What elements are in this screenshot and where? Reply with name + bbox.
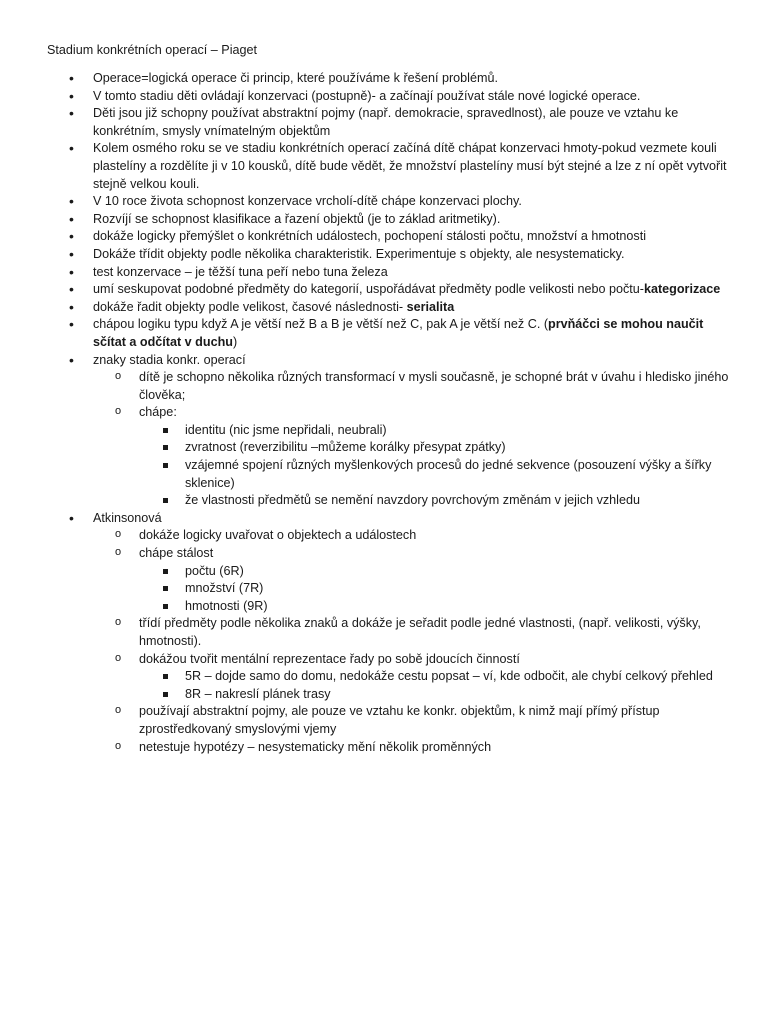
bold-term: prvňáčci se mohou naučit sčítat a odčítat v duchu — [93, 317, 704, 349]
list-item: • umí seskupovat podobné předměty do kategorií, uspořádávat předměty podle velikosti nebo počtu-kategorizace — [93, 281, 733, 299]
list-item-section: • Atkinsonová o dokáže logicky uvařovat o objektech a událostech o chápe stálost počtu (6R) množství (7R) hmotnosti (9R) o třídí předměty podle několika znaků a dokáže je seřadit podle jedné vlastnosti, (např. velikosti, výšky, hmotnosti). o dokážou tvořit mentální reprezentace řady po sobě jdoucích činností 5R – dojde samo do domu, nedokáže cestu popsat – ví, kde odbočit, ale chybí celkový přehled 8R – nakreslí plánek trasy o používají abstraktní pojmy, ale pouze ve vztahu ke konkr. objektům, k nimž mají přímý přístup zprostředkovaný smyslovými vjemy o netestuje hypotézy – nesystematicky mění několik proměnných — [93, 510, 733, 756]
sub-sub-list-item: vzájemné spojení různých myšlenkových procesů do jedné sekvence (posouzení výšky a šířky sklenice) — [185, 457, 733, 492]
sub-list — [139, 369, 733, 510]
sub-sub-list — [185, 422, 733, 510]
sub-list-item: o dokáže logicky uvařovat o objektech a událostech — [139, 527, 733, 545]
bold-term: serialita — [406, 299, 455, 314]
main-bullet-list — [93, 70, 733, 756]
list-item-section: • znaky stadia konkr. operací o dítě je schopno několika různých transformací v mysli současně, je schopné brát v úvahu i hledisko jiného člověka; o chápe: identitu (nic jsme nepřidali, neubrali) zvratnost (reverzibilitu –můžeme korálky přesypat zpátky) vzájemné spojení různých myšlenkových procesů do jedné sekvence (posouzení výšky a šířky sklenice) že vlastnosti předmětů se nemění navzdory povrchovým změnám v jejich vzhledu — [93, 352, 733, 510]
sub-list-item: o používají abstraktní pojmy, ale pouze ve vztahu ke konkr. objektům, k nimž mají přímý přístup zprostředkovaný smyslovými vjemy — [139, 703, 733, 738]
sub-sub-list-item: 5R – dojde samo do domu, nedokáže cestu popsat – ví, kde odbočit, ale chybí celkový přehled — [185, 668, 733, 686]
sub-sub-list — [185, 563, 733, 616]
list-item: • Děti jsou již schopny používat abstraktní pojmy (např. demokracie, spravedlnost), ale pouze ve vztahu ke konkrétním, smysly vnímatelným objektům — [93, 105, 733, 140]
sub-sub-list-item: hmotnosti (9R) — [185, 598, 733, 616]
sub-sub-list-item: že vlastnosti předmětů se nemění navzdory povrchovým změnám v jejich vzhledu — [185, 492, 733, 510]
sub-list-item: o dítě je schopno několika různých transformací v mysli současně, je schopné brát v úvahu i hledisko jiného člověka; — [139, 369, 733, 404]
document-title: Stadium konkrétních operací – Piaget — [47, 43, 258, 57]
list-item: • Operace=logická operace či princip, které používáme k řešení problémů. — [93, 70, 733, 88]
sub-list-item: o dokážou tvořit mentální reprezentace řady po sobě jdoucích činností 5R – dojde samo do domu, nedokáže cestu popsat – ví, kde odbočit, ale chybí celkový přehled 8R – nakreslí plánek trasy — [139, 651, 733, 704]
list-item: • Rozvíjí se schopnost klasifikace a řazení objektů (je to základ aritmetiky). — [93, 211, 733, 229]
sub-sub-list-item: 8R – nakreslí plánek trasy — [185, 686, 733, 704]
sub-sub-list-item: množství (7R) — [185, 580, 733, 598]
list-item: • Kolem osmého roku se ve stadiu konkrétních operací začíná dítě chápat konzervaci hmoty-pokud vezmete kouli plastelíny a rozdělíte ji v 10 kousků, dítě bude vědět, že množství plastelíny musí být stejné a lze z ní opět vytvořit stejně velkou kouli. — [93, 140, 733, 193]
sub-list — [139, 527, 733, 756]
list-item: • Dokáže třídit objekty podle několika charakteristik. Experimentuje s objekty, ale nesystematicky. — [93, 246, 733, 264]
list-item: • V 10 roce života schopnost konzervace vrcholí-dítě chápe konzervaci plochy. — [93, 193, 733, 211]
sub-sub-list-item: zvratnost (reverzibilitu –můžeme korálky přesypat zpátky) — [185, 439, 733, 457]
list-item: • dokáže logicky přemýšlet o konkrétních událostech, pochopení stálosti počtu, množství a hmotnosti — [93, 228, 733, 246]
list-item: • chápou logiku typu když A je větší než B a B je větší než C, pak A je větší než C. (prvňáčci se mohou naučit sčítat a odčítat v duchu) — [93, 316, 733, 351]
sub-list-item: o netestuje hypotézy – nesystematicky mění několik proměnných — [139, 739, 733, 757]
sub-list-item: o třídí předměty podle několika znaků a dokáže je seřadit podle jedné vlastnosti, (např. velikosti, výšky, hmotnosti). — [139, 615, 733, 650]
sub-sub-list-item: identitu (nic jsme nepřidali, neubrali) — [185, 422, 733, 440]
list-item: • dokáže řadit objekty podle velikost, časové následnosti- serialita — [93, 299, 733, 317]
sub-list-item: o chápe: identitu (nic jsme nepřidali, neubrali) zvratnost (reverzibilitu –můžeme korálky přesypat zpátky) vzájemné spojení různých myšlenkových procesů do jedné sekvence (posouzení výšky a šířky sklenice) že vlastnosti předmětů se nemění navzdory povrchovým změnám v jejich vzhledu — [139, 404, 733, 510]
list-item: • V tomto stadiu děti ovládají konzervaci (postupně)- a začínají používat stále nové logické operace. — [93, 88, 733, 106]
bold-term: kategorizace — [643, 282, 721, 297]
sub-sub-list — [185, 668, 733, 703]
sub-sub-list-item: počtu (6R) — [185, 563, 733, 581]
list-item: • test konzervace – je těžší tuna peří nebo tuna železa — [93, 264, 733, 282]
sub-list-item: o chápe stálost počtu (6R) množství (7R) hmotnosti (9R) — [139, 545, 733, 615]
